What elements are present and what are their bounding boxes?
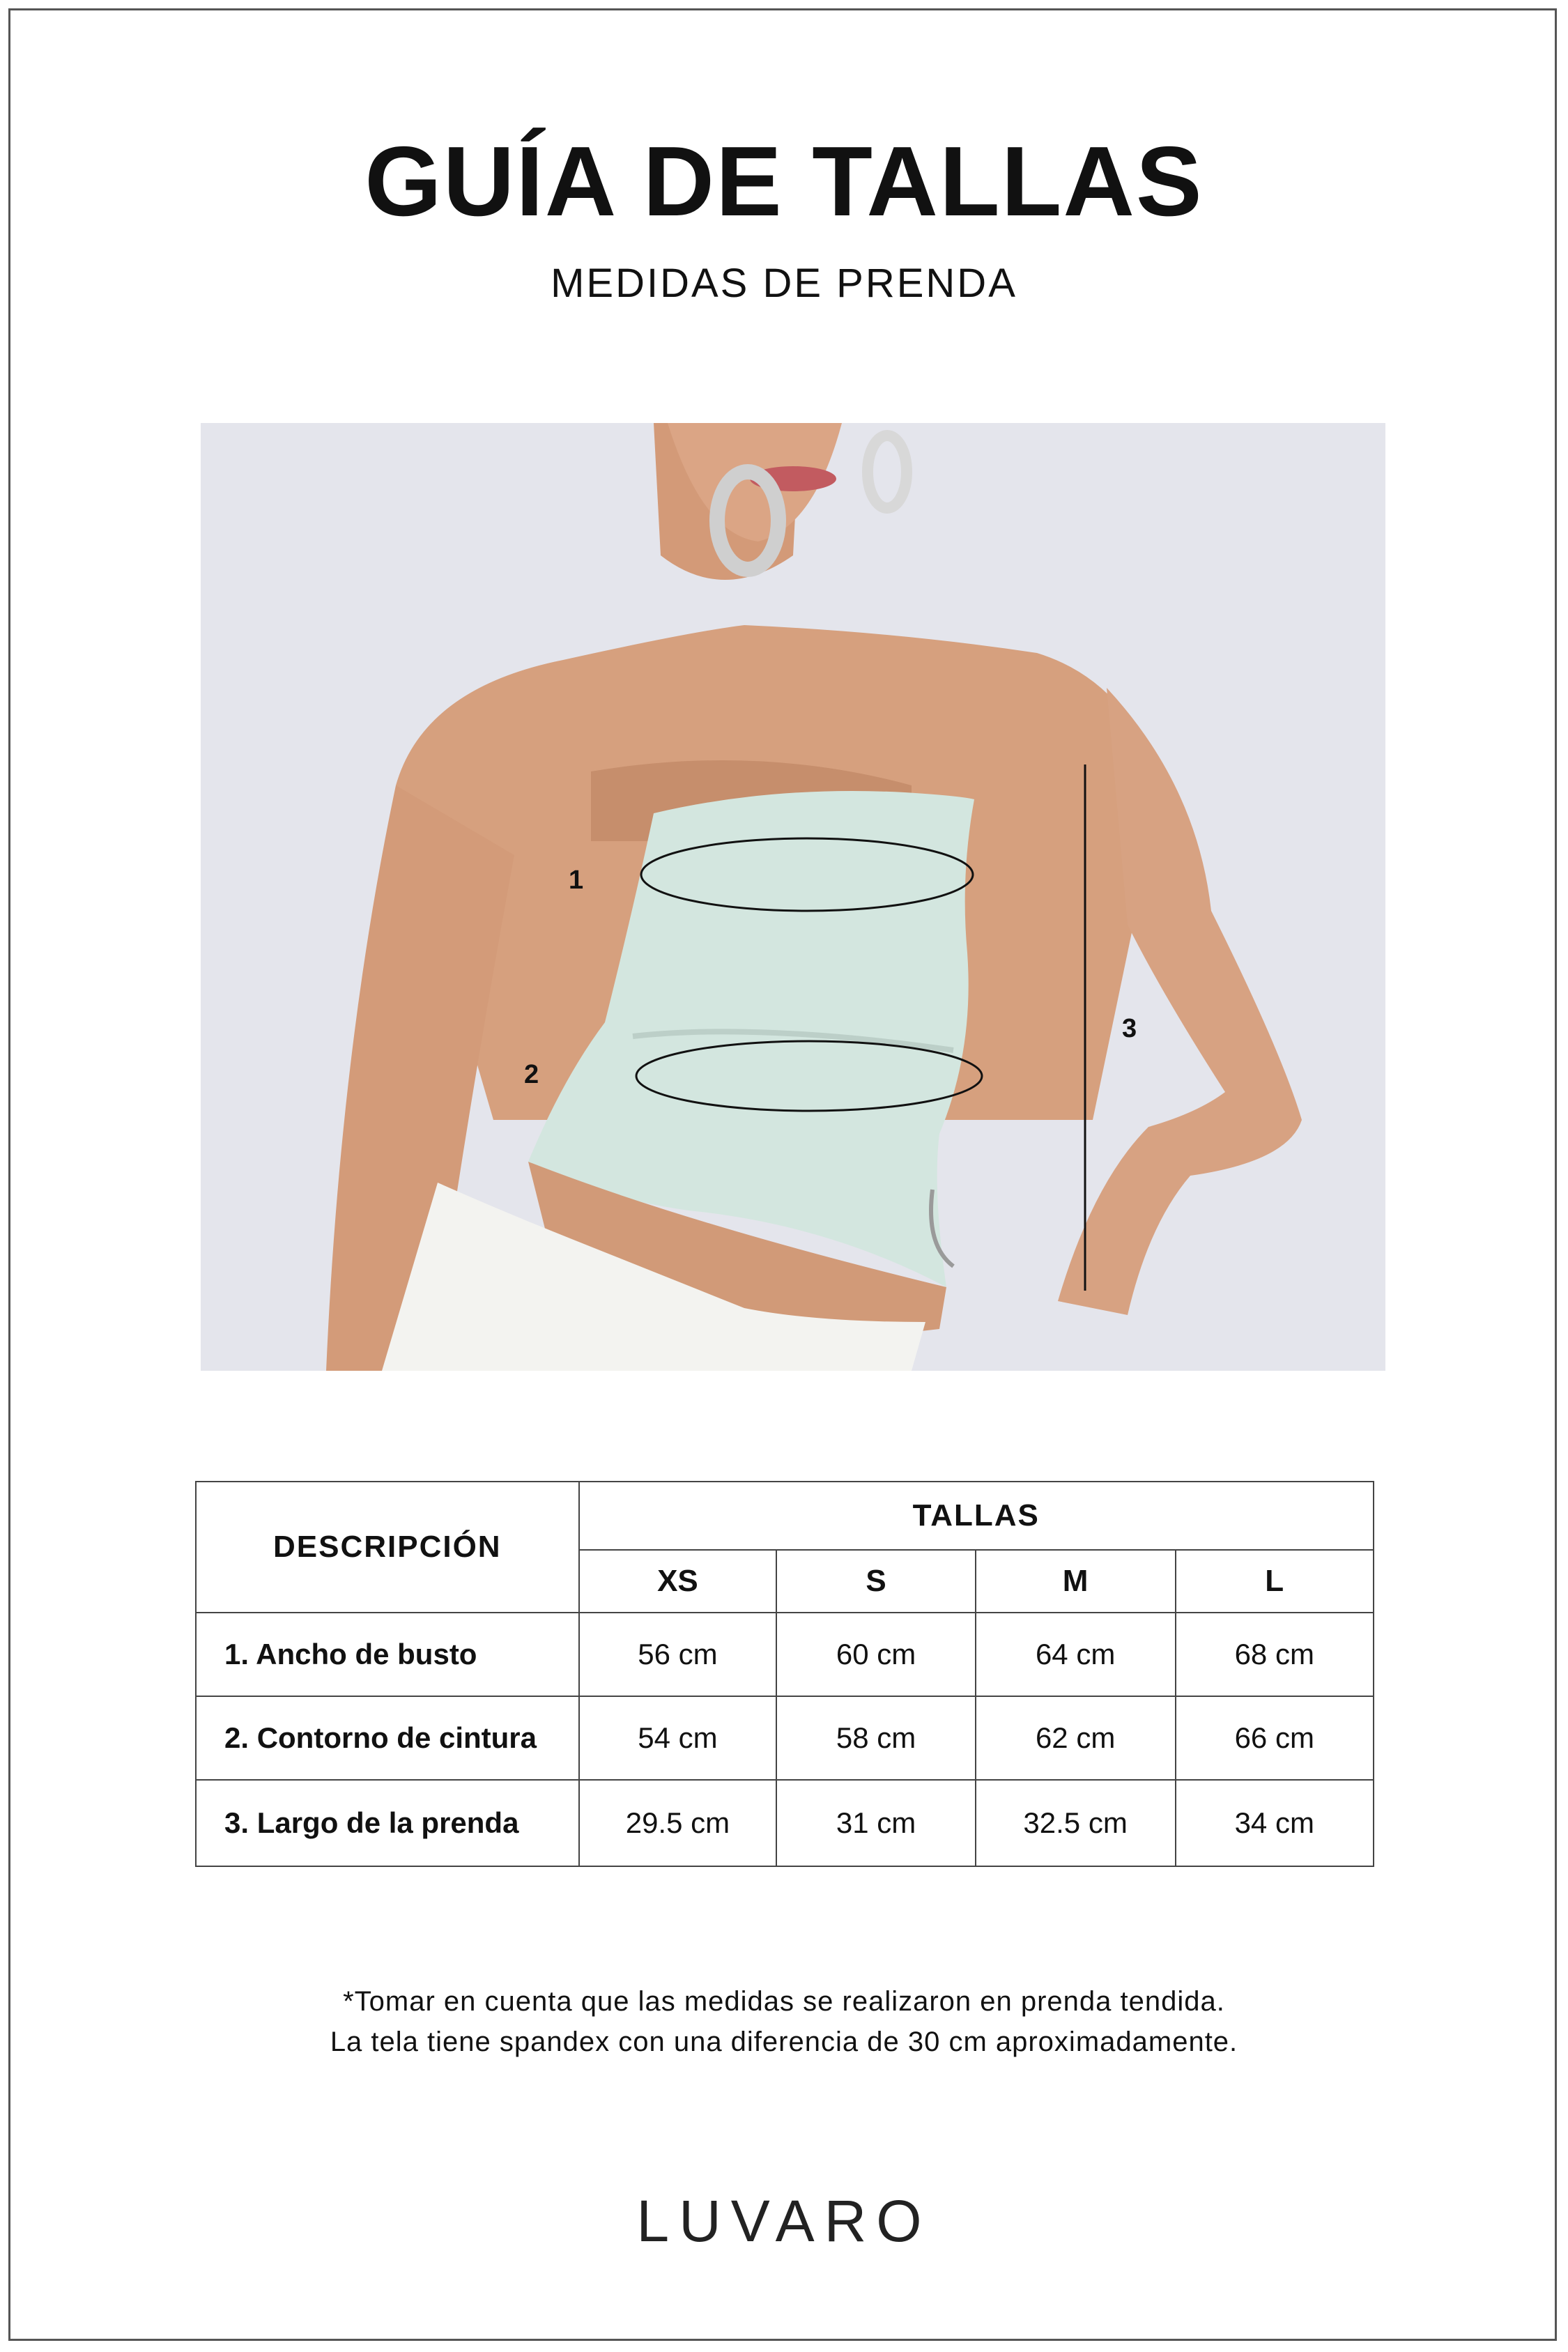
table-row [196, 1613, 1374, 1696]
cell-value: 34 cm [1176, 1780, 1374, 1866]
size-s: S [776, 1550, 975, 1613]
row-label: 3. Largo de la prenda [196, 1780, 579, 1866]
row-label: 2. Contorno de cintura [196, 1696, 579, 1780]
label-1: 1 [569, 866, 584, 895]
model-photo [201, 423, 1385, 1371]
cell-value: 31 cm [776, 1780, 975, 1866]
cell-value: 66 cm [1176, 1696, 1374, 1780]
cell-value: 54 cm [579, 1696, 777, 1780]
size-xs: XS [579, 1550, 777, 1613]
cell-value: 29.5 cm [579, 1780, 777, 1866]
cell-value: 62 cm [976, 1696, 1176, 1780]
table-header-row [196, 1482, 1374, 1550]
size-l: L [1176, 1550, 1374, 1613]
footnote [0, 1981, 1568, 2062]
label-2: 2 [524, 1060, 539, 1089]
row-label: 1. Ancho de busto [196, 1613, 579, 1696]
brand-logo: LUVARO [636, 2188, 932, 2254]
cell-value: 68 cm [1176, 1613, 1374, 1696]
label-3: 3 [1122, 1014, 1137, 1043]
size-table [195, 1481, 1374, 1867]
footnote-line-2: La tela tiene spandex con una diferencia de 30 cm aproximadamente. [330, 2027, 1238, 2057]
table-row [196, 1780, 1374, 1866]
table-row [196, 1696, 1374, 1780]
cell-value: 56 cm [579, 1613, 777, 1696]
footnote-line-1: *Tomar en cuenta que las medidas se realizaron en prenda tendida. [343, 1986, 1225, 2017]
sizes-header: TALLAS [579, 1482, 1374, 1550]
cell-value: 32.5 cm [976, 1780, 1176, 1866]
page-title: GUÍA DE TALLAS [364, 126, 1204, 237]
size-m: M [976, 1550, 1176, 1613]
description-header: DESCRIPCIÓN [196, 1482, 579, 1613]
cell-value: 58 cm [776, 1696, 975, 1780]
page-subtitle: MEDIDAS DE PRENDA [551, 261, 1017, 306]
cell-value: 60 cm [776, 1613, 975, 1696]
cell-value: 64 cm [976, 1613, 1176, 1696]
